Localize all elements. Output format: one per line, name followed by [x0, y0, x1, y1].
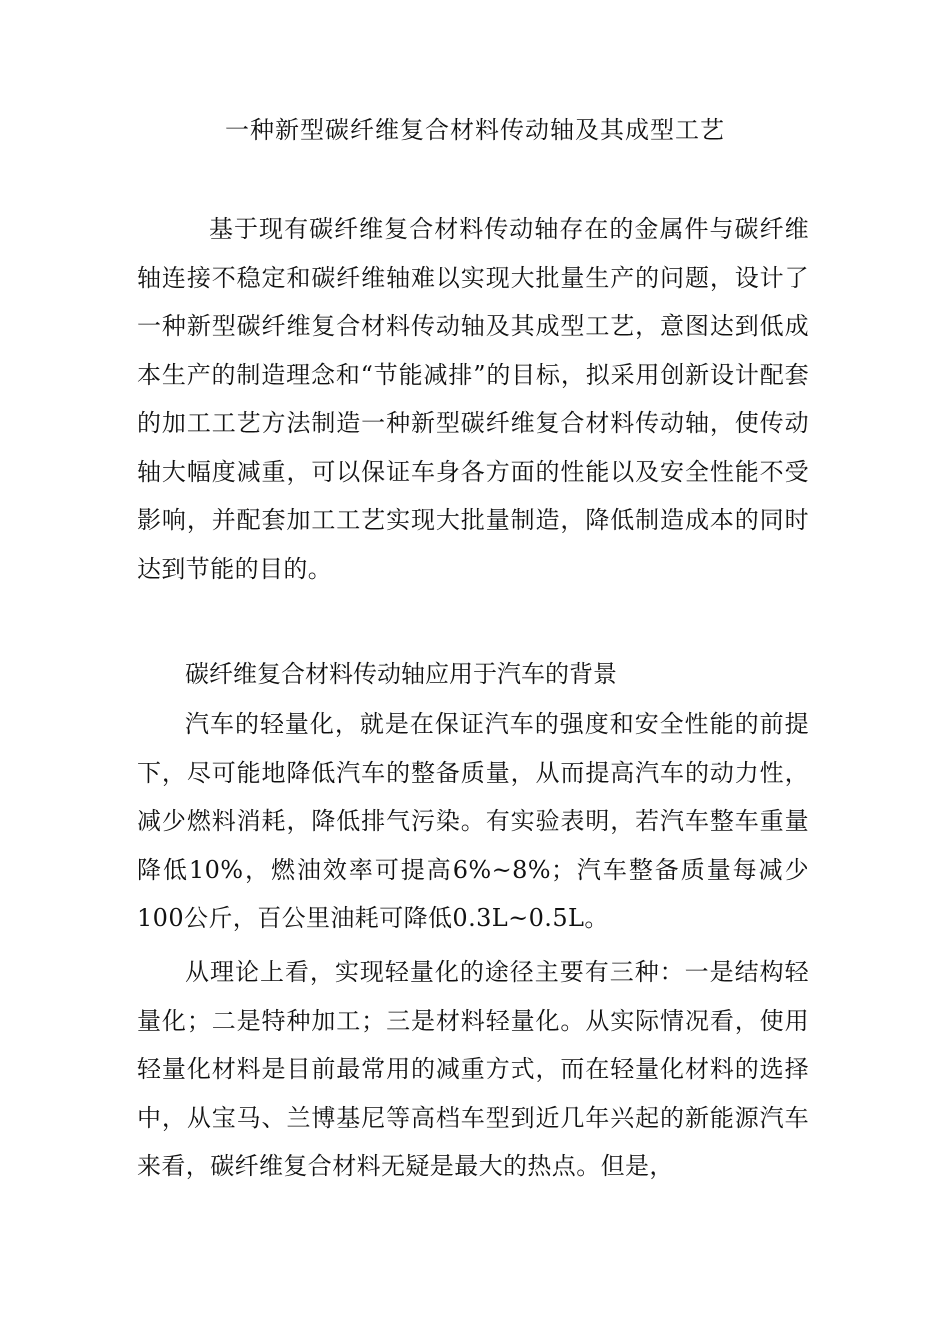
document-title: 一种新型碳纤维复合材料传动轴及其成型工艺 — [225, 116, 725, 144]
intro-paragraph: 基于现有碳纤维复合材料传动轴存在的金属件与碳纤维轴连接不稳定和碳纤维轴难以实现大批量生产的问题，设计了一种新型碳纤维复合材料传动轴及其成型工艺，意图达到低成本生产的制造理念和“节能减排”的目标，拟采用创新设计配套的加工工艺方法制造一种新型碳纤维复合材料传动轴，使传动轴大幅度减重，可以保证车身各方面的性能以及安全性能不受影响，并配套加工工艺实现大批量制造，降低制造成本的同时达到节能的目的。 — [137, 215, 809, 583]
body-paragraph-approaches: 从理论上看，实现轻量化的途径主要有三种：一是结构轻量化；二是特种加工；三是材料轻量化。从实际情况看，使用轻量化材料是目前最常用的减重方式，而在轻量化材料的选择中，从宝马、兰博基尼等高档车型到近几年兴起的新能源汽车来看，碳纤维复合材料无疑是最大的热点。但是， — [137, 958, 809, 1180]
section-heading: 碳纤维复合材料传动轴应用于汽车的背景 — [185, 660, 617, 688]
body-paragraph-lightweight: 汽车的轻量化，就是在保证汽车的强度和安全性能的前提下，尽可能地降低汽车的整备质量，从而提高汽车的动力性，减少燃料消耗，降低排气污染。有实验表明，若汽车整车重量降低10%，燃油效率可提高6%~8%；汽车整备质量每减少100公斤，百公里油耗可降低0.3L~0.5L。 — [137, 710, 809, 932]
